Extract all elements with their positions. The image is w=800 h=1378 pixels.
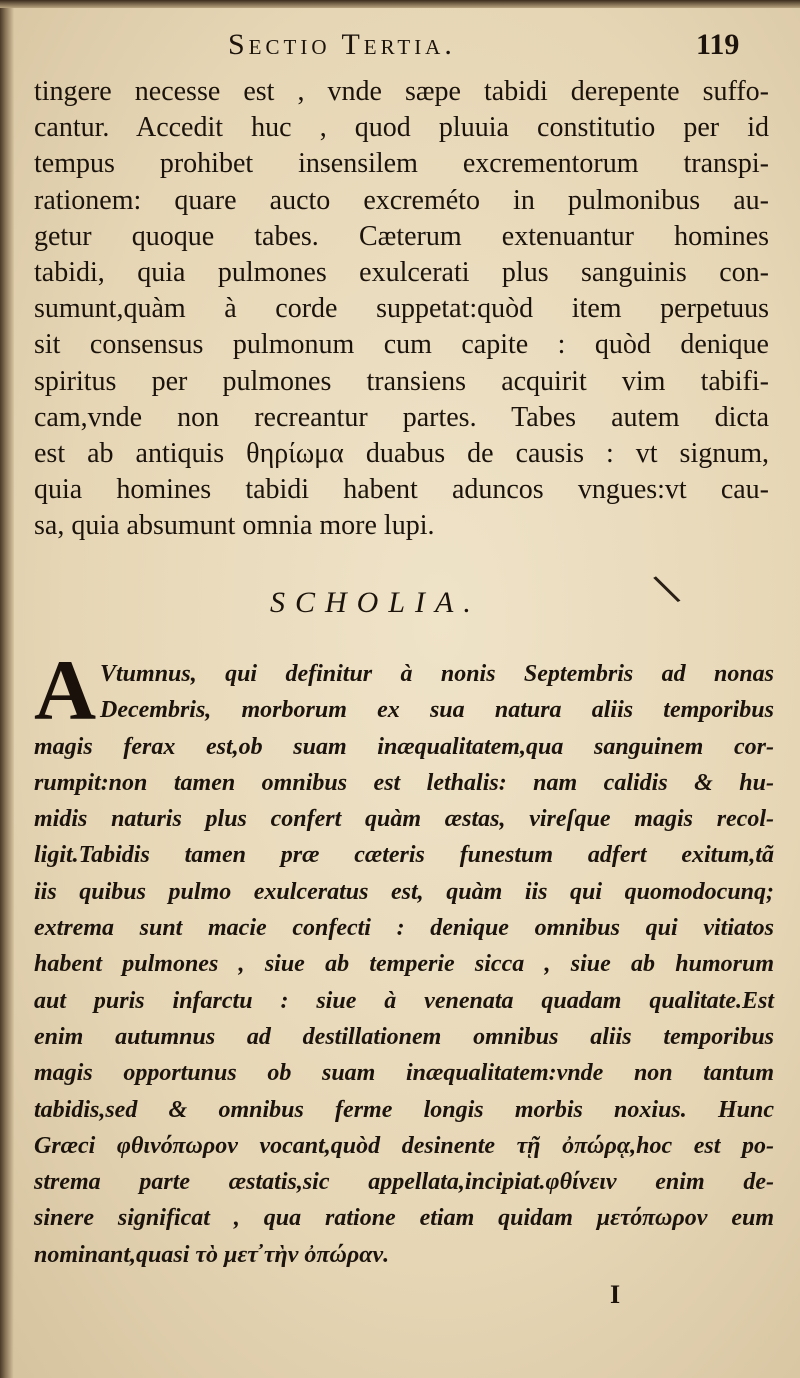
text-line: sit consensus pulmonum cum capite : quòd denique <box>34 329 769 361</box>
scholia-line: tabidis,sed & omnibus ferme longis morbis noxius. Hunc <box>34 1096 774 1123</box>
main-text <box>34 74 769 544</box>
scholia-line: rumpit:non tamen omnibus est lethalis: nam calidis & hu- <box>34 769 774 796</box>
scholia-line: magis opportunus ob suam inæqualitatem:vnde non tantum <box>34 1060 774 1087</box>
scholia-line: aut puris infarctu : siue à venenata quadam qualitate.Est <box>34 987 774 1014</box>
page-number: 119 <box>696 28 740 61</box>
text-line: sumunt,quàm à corde suppetat:quòd item perpetuus <box>34 293 769 325</box>
binding-gutter <box>0 0 14 1378</box>
scholia-line: Græci φθινόπωρον vocant,quòd desinente τῇ ὀπώρᾳ,hoc est po- <box>34 1132 774 1159</box>
text-line: est ab antiquis θηρίωμα duabus de causis : vt signum, <box>34 437 769 469</box>
text-line: spiritus per pulmones transiens acquirit vim tabifi- <box>34 365 769 397</box>
text-line: tingere necesse est , vnde sæpe tabidi derepente suffo- <box>34 76 769 107</box>
pen-mark-icon: \ <box>649 565 684 613</box>
text-line: cam,vnde non recreantur partes. Tabes autem dicta <box>34 401 769 433</box>
scholia-line: ligit.Tabidis tamen præ cæteris funestum adfert exitum,tã <box>34 842 774 869</box>
signature-mark: I <box>610 1280 621 1309</box>
scholia-line: iis quibus pulmo exulceratus est, quàm iis qui quomodocunq; <box>34 878 774 905</box>
text-line: rationem: quare aucto excreméto in pulmonibus au- <box>34 184 769 216</box>
text-line: sa, quia absumunt omnia more lupi. <box>34 510 435 542</box>
scholia-line: Vtumnus, qui definitur à nonis Septembris ad nonas <box>100 661 774 687</box>
drop-cap: A <box>34 642 97 738</box>
scholia-line: extrema sunt macie confecti : denique omnibus qui vitiatos <box>34 915 774 942</box>
text-line: tempus prohibet insensilem excrementorum transpi- <box>34 148 769 180</box>
page-header <box>0 28 800 68</box>
text-line: quia homines tabidi habent aduncos vngues:vt cau- <box>34 474 769 506</box>
scholia-line: sinere significat , qua ratione etiam quidam μετόπωρον eum <box>34 1205 774 1232</box>
scholia-heading: SCHOLIA. <box>270 586 481 619</box>
text-line: tabidi, quia pulmones exulcerati plus sanguinis con- <box>34 256 769 288</box>
scholia-line: midis naturis plus confert quàm æstas, vireſque magis recol- <box>34 806 774 833</box>
running-head: Sectio Tertia. <box>228 28 456 61</box>
text-line: getur quoque tabes. Cæterum extenuantur homines <box>34 220 769 252</box>
scholia-line: strema parte æstatis,sic appellata,incipiat.φθίνειν enim de- <box>34 1169 774 1196</box>
scholia-line: habent pulmones , siue ab temperie sicca , siue ab humorum <box>34 951 774 978</box>
scholia-line: enim autumnus ad destillationem omnibus aliis temporibus <box>34 1023 774 1050</box>
scholia-line: Decembris, morborum ex sua natura aliis temporibus <box>100 697 774 724</box>
scholia-line: nominant,quasi τὸ μετ̓ τὴν ὀπώραν. <box>34 1241 390 1268</box>
text-line: cantur. Accedit huc , quod pluuia constitutio per id <box>34 112 769 144</box>
scholia-line: magis ferax est,ob suam inæqualitatem,qua sanguinem cor- <box>34 733 774 760</box>
scholia-text <box>34 656 774 1273</box>
page-top-edge <box>0 0 800 8</box>
